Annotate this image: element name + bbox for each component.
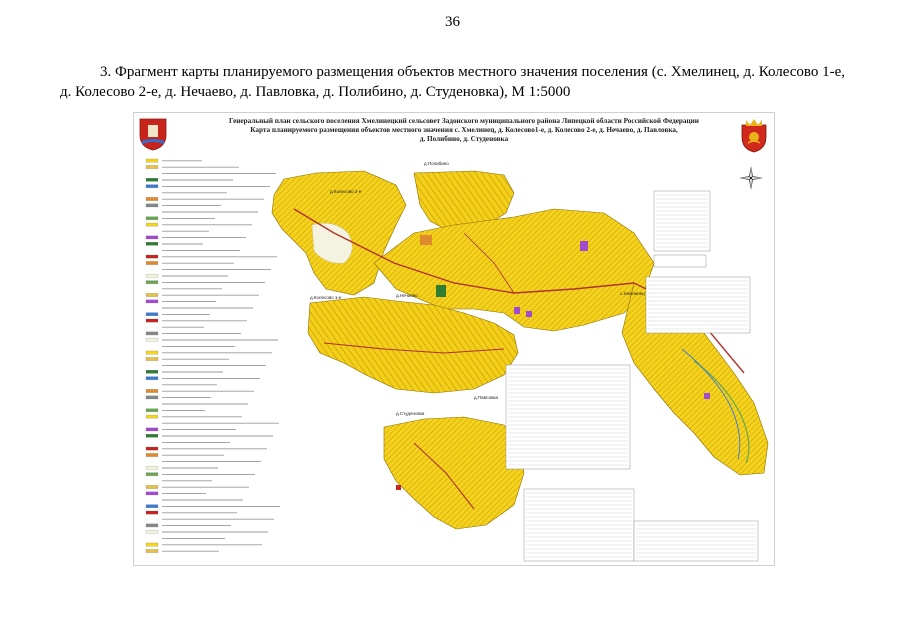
figure-caption: 3. Фрагмент карты планируемого размещения объектов местного значения поселения (с. Хмелинец, д. Колесово 1-е, д. Колесово 2-е, д. Нечаево, д. Павловка, д. Полибино, д. Студеновка), М 1:5000 (60, 64, 846, 100)
settlement-studenovka (384, 417, 524, 529)
label-polibino: д.Полибино (424, 161, 449, 166)
map-title-line-2: Карта планируемого размещения объектов местного значения с. Хмелинец, д. Колесово1-е, д. Колесово 2-е, д. Нечаево, д. Павловка, (250, 126, 678, 134)
label-nechaevo: д.Нечаево (396, 293, 418, 298)
map-title-line-3: д. Полибино, д. Студеновка (419, 135, 509, 143)
map-figure (133, 112, 775, 566)
page-number: 36 (445, 14, 460, 30)
label-khmelinets: с.Хмелинец (620, 291, 645, 296)
label-kolesovo-2: д.Колесово 2-е (330, 189, 362, 194)
map-title-line-1: Генеральный план сельского поселения Хмелинецкий сельсовет Задонского муниципального района Липецкой области Российской Федерации (229, 117, 699, 125)
label-kolesovo-1: д.Колесово 1-е (310, 295, 342, 300)
label-studenovka: д.Студеновка (396, 411, 425, 416)
label-pavlovka: д.Павловка (474, 395, 499, 400)
map-drawing (134, 113, 774, 565)
